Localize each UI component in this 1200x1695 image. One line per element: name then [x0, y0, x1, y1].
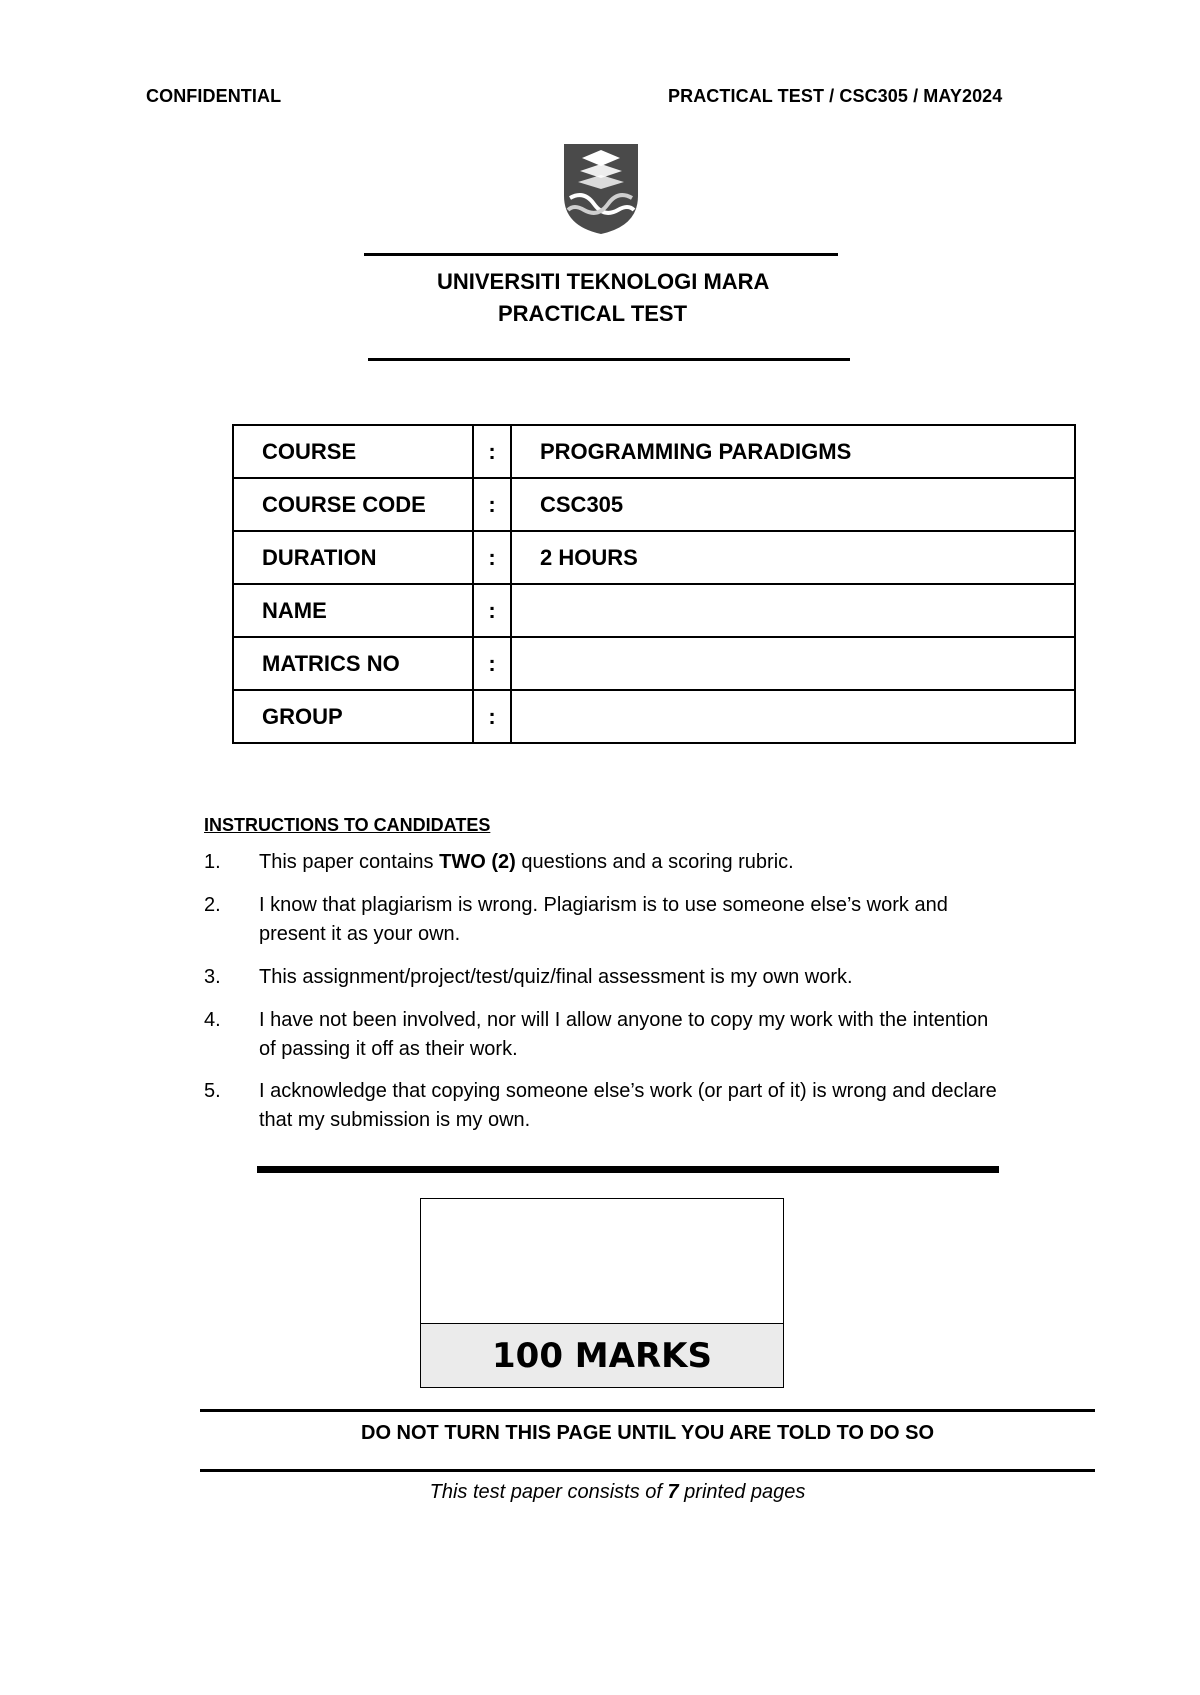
title-rule-top	[364, 253, 838, 256]
item-text-line2: of passing it off as their work.	[259, 1038, 518, 1060]
footer-page-count: 7	[667, 1481, 679, 1503]
item-number: 5.	[204, 1080, 221, 1102]
item-text	[259, 891, 1089, 949]
university-name: UNIVERSITI TEKNOLOGI MARA	[437, 269, 770, 294]
label-duration: DURATION	[233, 531, 473, 584]
label-course-code: COURSE CODE	[233, 478, 473, 531]
item-number: 2.	[204, 894, 221, 916]
marks-strip	[421, 1323, 783, 1387]
label-matrics-no: MATRICS NO	[233, 637, 473, 690]
warning-rule-bottom	[200, 1469, 1095, 1472]
separator: :	[473, 425, 511, 478]
university-crest-icon	[560, 140, 642, 236]
item-text	[259, 1006, 1089, 1064]
page-count-note	[200, 1481, 1035, 1504]
item-text-line1: I have not been involved, nor will I allow anyone to copy my work with the intention	[259, 1009, 989, 1031]
table-row	[233, 584, 1075, 637]
warning-text: DO NOT TURN THIS PAGE UNTIL YOU ARE TOLD TO DO SO	[361, 1422, 934, 1444]
label-group: GROUP	[233, 690, 473, 743]
item-text-line1: I know that plagiarism is wrong. Plagiarism is to use someone else’s work and	[259, 894, 948, 916]
table-row	[233, 425, 1075, 478]
item-text-bold: TWO (2)	[439, 851, 516, 873]
item-text	[259, 1077, 1089, 1135]
footer-pre: This test paper consists of	[429, 1481, 668, 1503]
instructions-title: INSTRUCTIONS TO CANDIDATES	[204, 815, 491, 835]
title-rule-bottom	[368, 358, 850, 361]
item-number: 4.	[204, 1009, 221, 1031]
item-text-line2: present it as your own.	[259, 923, 461, 945]
table-row	[233, 478, 1075, 531]
separator: :	[473, 478, 511, 531]
separator: :	[473, 690, 511, 743]
value-name-field[interactable]	[511, 584, 1075, 637]
footer-post: printed pages	[678, 1481, 806, 1503]
item-text-line1: I acknowledge that copying someone else’s work (or part of it) is wrong and declare	[259, 1080, 997, 1102]
page-title: PRACTICAL TEST	[498, 301, 688, 326]
label-name: NAME	[233, 584, 473, 637]
header-test-code: PRACTICAL TEST / CSC305 / MAY2024	[668, 86, 1003, 106]
value-group-field[interactable]	[511, 690, 1075, 743]
value-duration: 2 HOURS	[511, 531, 1075, 584]
table-row	[233, 637, 1075, 690]
value-matrics-no-field[interactable]	[511, 637, 1075, 690]
table-row	[233, 690, 1075, 743]
separator: :	[473, 531, 511, 584]
course-info-table	[232, 424, 1076, 744]
item-text-pre: This paper contains	[259, 851, 440, 873]
value-course-code: CSC305	[511, 478, 1075, 531]
table-row	[233, 531, 1075, 584]
label-course: COURSE	[233, 425, 473, 478]
separator: :	[473, 584, 511, 637]
value-course: PROGRAMMING PARADIGMS	[511, 425, 1075, 478]
item-text: This assignment/project/test/quiz/final assessment is my own work.	[259, 966, 853, 988]
item-text-line2: that my submission is my own.	[259, 1109, 531, 1131]
item-number: 1.	[204, 851, 221, 873]
header-confidential: CONFIDENTIAL	[146, 86, 282, 106]
item-text	[259, 848, 1089, 877]
separator: :	[473, 637, 511, 690]
marks-box	[420, 1198, 784, 1388]
item-number: 3.	[204, 966, 221, 988]
total-marks: 100 MARKS	[492, 1336, 712, 1376]
warning-rule-top	[200, 1409, 1095, 1412]
item-text-post: questions and a scoring rubric.	[515, 851, 794, 873]
instructions-divider	[257, 1166, 999, 1173]
